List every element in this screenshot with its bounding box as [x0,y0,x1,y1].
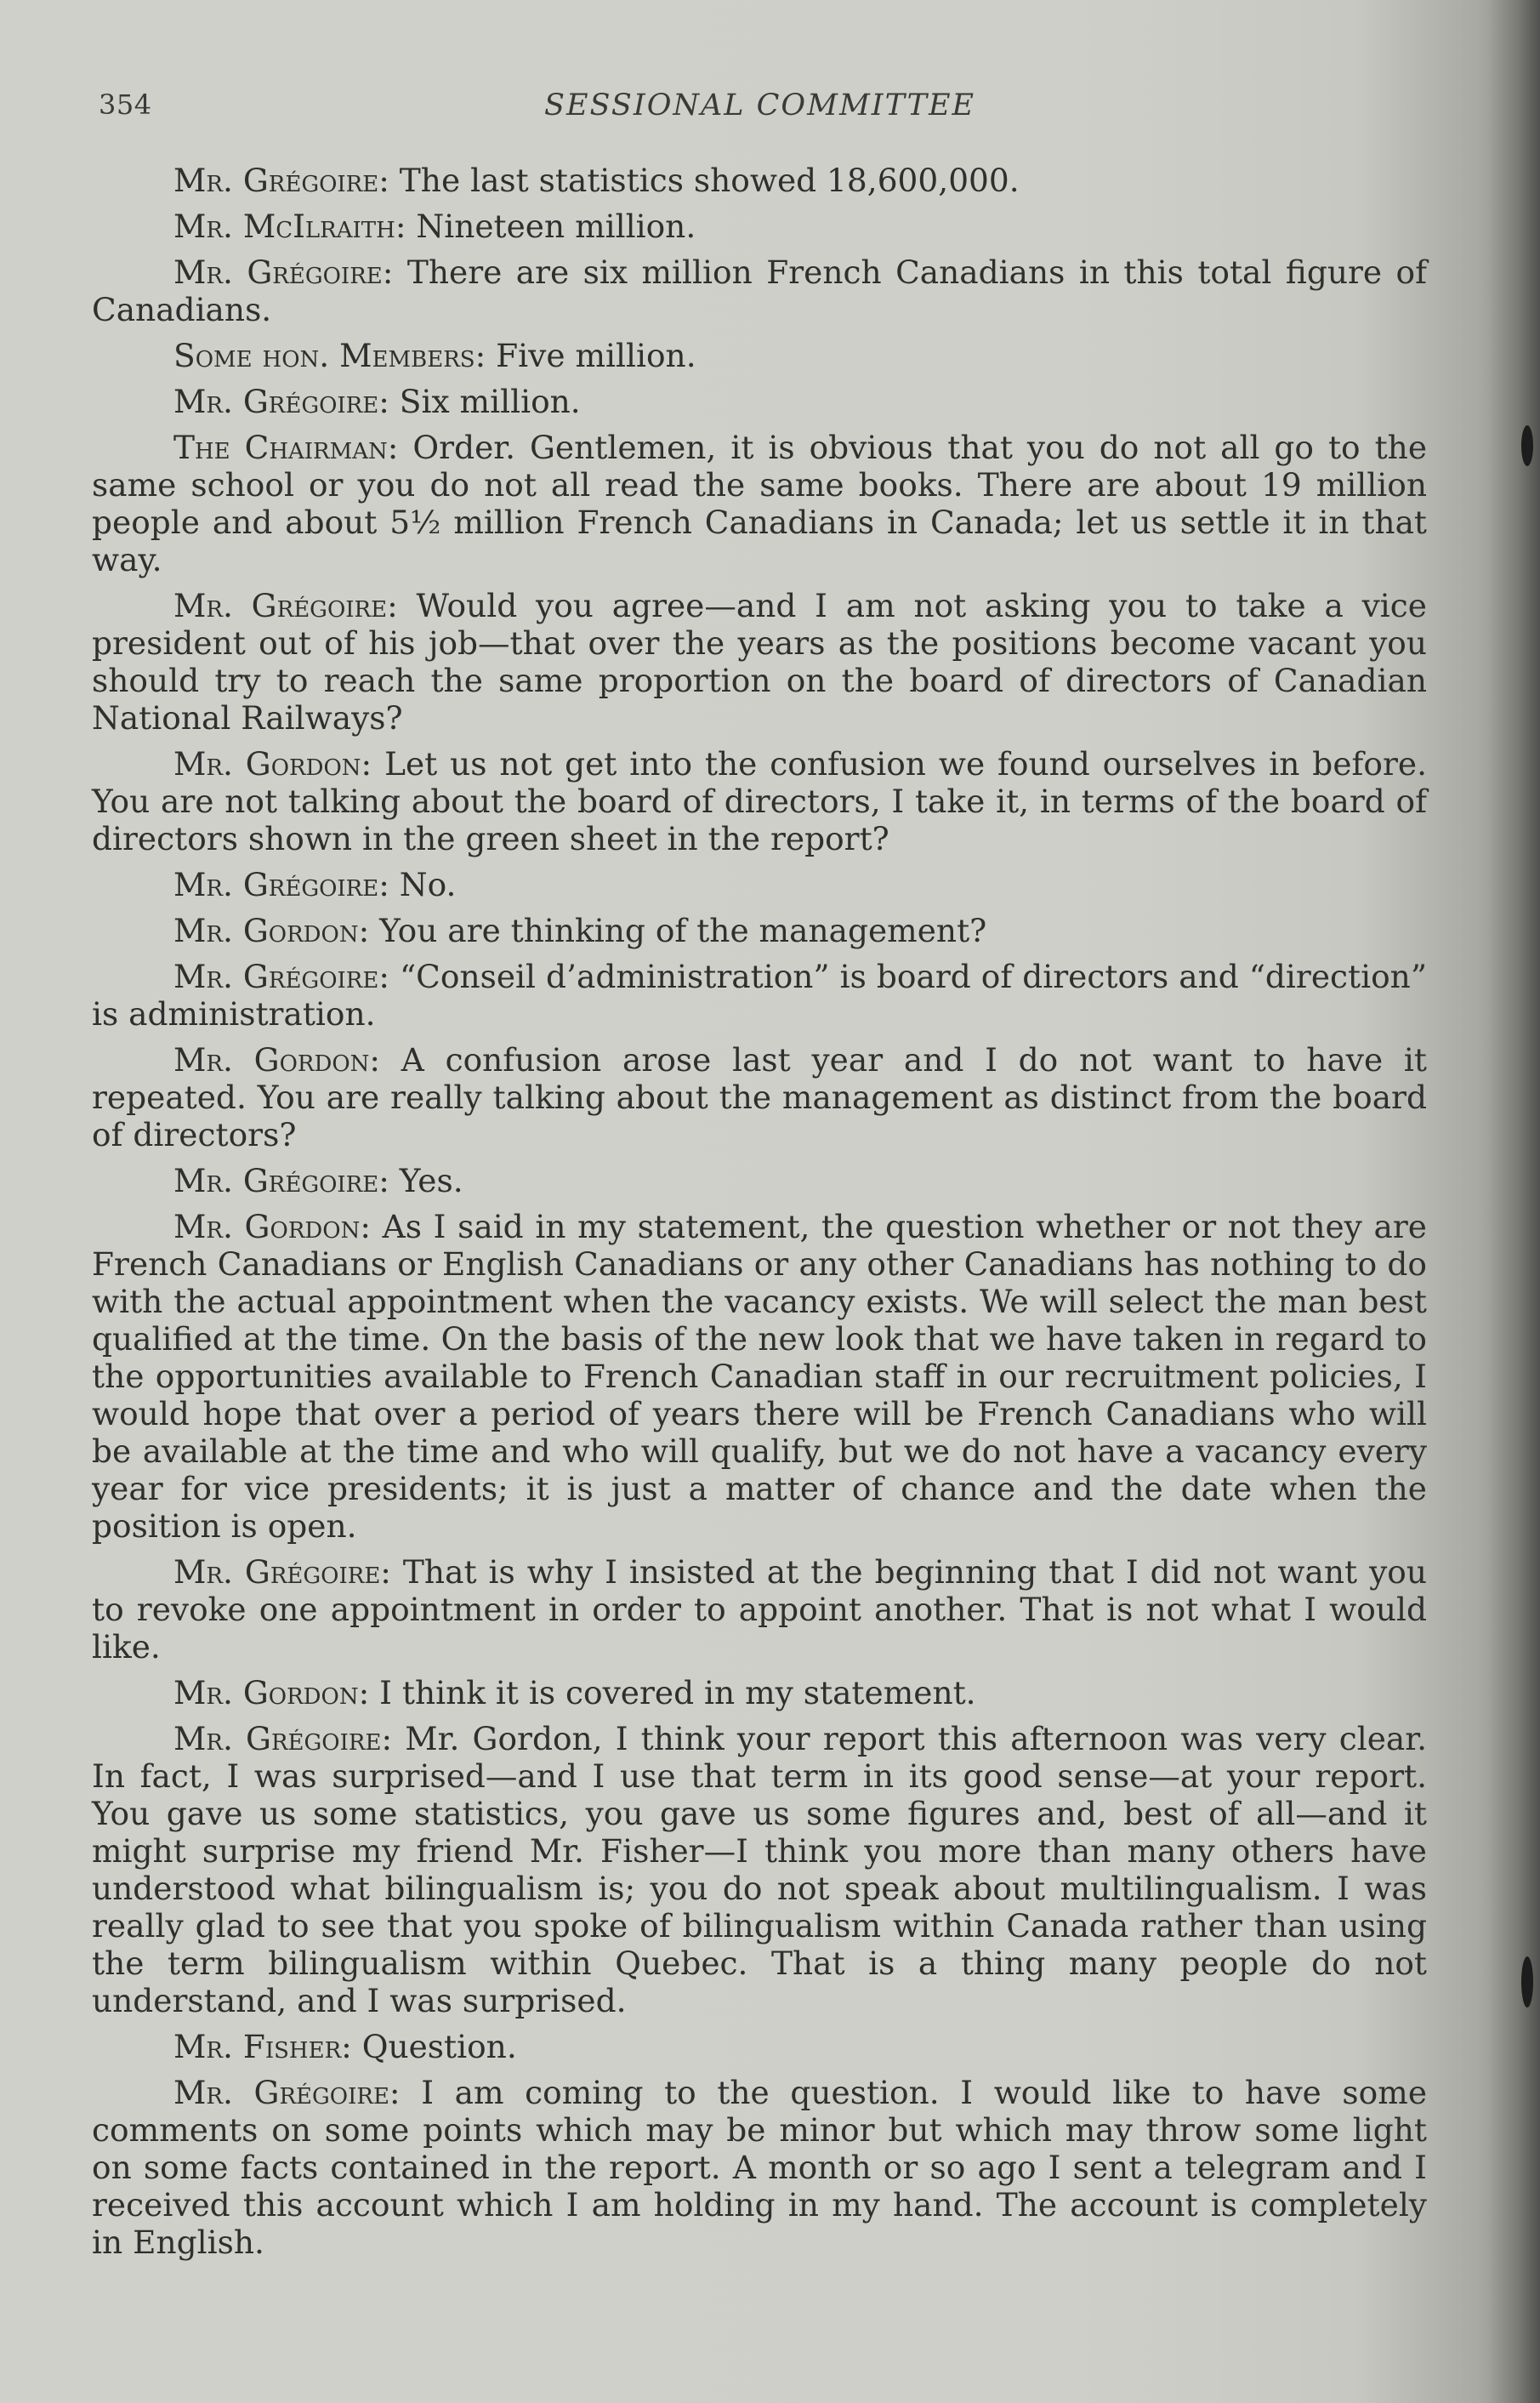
speech-text: No. [399,866,457,903]
speech-text: That is why I insisted at the beginning that I did not want you to revoke one appointment in order to appoint another. That is not what I would like. [92,1553,1427,1666]
binding-mark-bottom [1521,1956,1533,2007]
speech-text: There are six million French Canadians in this total figure of Canadians. [92,253,1428,328]
speaker-name: Mr. Gordon: [173,912,370,949]
speaker-name: Mr. Grégoire: [173,587,398,624]
speaker-name: Mr. Grégoire: [173,958,389,995]
transcript-paragraph [92,1553,1427,1666]
speech-text: A confusion arose last year and I do not want to have it repeated. You are really talking about the management as distinct from the board of directors? [92,1041,1427,1153]
speech-text: I am coming to the question. I would like to have some comments on some points which may be minor but which may throw some light on some facts contained in the report. A month or so ago I sent a telegram and I received this account which I am holding in my hand. The account is completely in English. [92,2074,1428,2261]
transcript-paragraph [92,958,1427,1033]
page-number: 354 [99,88,152,121]
speaker-name: Mr. Grégoire: [173,162,389,199]
speaker-name: Mr. Grégoire: [173,1720,393,1757]
speaker-name: Mr. Gordon: [173,745,372,783]
transcript-paragraph [92,745,1427,857]
speech-text: Mr. Gordon, I think your report this afternoon was very clear. In fact, I was surprised—and I use that term in its good sense—at your report. You gave us some statistics, you gave us some figures and, best of all—and it might surprise my friend Mr. Fisher—I think you more than many others have understood what bilingualism is; you do not speak about multilingualism. I was really glad to see that you spoke of bilingualism within Canada rather than using the term bilingualism within Quebec. That is a thing many people do not understand, and I was surprised. [92,1720,1428,2019]
transcript-paragraph [92,429,1427,578]
binding-mark-top [1521,425,1533,466]
transcript-paragraph [92,587,1427,737]
transcript-paragraph [92,1162,1427,1199]
transcript-paragraph [92,1041,1427,1153]
speech-text: Five million. [496,337,696,374]
transcript-paragraph [92,1674,1427,1711]
speech-text: Nineteen million. [416,208,696,245]
speaker-name: The Chairman: [173,429,399,466]
speech-text: Would you agree—and I am not asking you to take a vice president out of his job—that over the years as the positions become vacant you should try to reach the same proportion on the board of directors of Canadian National Railways? [92,587,1428,737]
speaker-name: Mr. Fisher: [173,2028,352,2065]
transcript-paragraph [92,162,1427,199]
speaker-name: Mr. McIlraith: [173,208,406,245]
speaker-name: Mr. Gordon: [173,1674,370,1711]
transcript-body [92,162,1427,2269]
speaker-name: Some hon. Members: [173,337,486,374]
speaker-name: Mr. Gordon: [173,1041,381,1079]
speaker-name: Mr. Grégoire: [173,1162,389,1199]
speaker-name: Mr. Grégoire: [173,383,389,420]
speech-text: The last statistics showed 18,600,000. [399,162,1020,199]
page-edge-shadow [1489,0,1540,2403]
transcript-paragraph [92,866,1427,903]
speech-text: Let us not get into the confusion we found ourselves in before. You are not talking about the board of directors, I take it, in terms of the board of directors shown in the green sheet in the report? [92,745,1428,857]
speech-text: Question. [361,2028,517,2065]
speech-text: You are thinking of the management? [379,912,987,949]
speech-text: I think it is covered in my statement. [379,1674,976,1711]
speaker-name: Mr. Gordon: [173,1208,371,1245]
transcript-paragraph [92,2028,1427,2065]
speaker-name: Mr. Grégoire: [173,1553,391,1591]
transcript-paragraph [92,337,1427,374]
speech-text: “Conseil d’administration” is board of directors and “direction” is administration. [92,958,1428,1033]
transcript-paragraph [92,1208,1427,1545]
transcript-paragraph [92,1720,1427,2019]
transcript-paragraph [92,208,1427,245]
transcript-paragraph [92,2074,1427,2261]
page-header [94,85,1420,136]
transcript-paragraph [92,253,1427,328]
running-title: SESSIONAL COMMITTEE [544,88,976,122]
speech-text: Six million. [399,383,581,420]
speech-text: Yes. [399,1162,463,1199]
speaker-name: Mr. Grégoire: [173,866,389,903]
transcript-paragraph [92,912,1427,949]
speech-text: As I said in my statement, the question whether or not they are French Canadians or English Canadians or any other Canadians has nothing to do with the actual appointment when the vacancy exists. We will select the man best qualified at the time. On the basis of the new look that we have taken in regard to the opportunities available to French Canadian staff in our recruitment policies, I would hope that over a period of years there will be French Canadians who will be available at the time and who will qualify, but we do not have a vacancy every year for vice presidents; it is just a matter of chance and the date when the position is open. [92,1208,1427,1545]
transcript-paragraph [92,383,1427,420]
speech-text: Order. Gentlemen, it is obvious that you do not all go to the same school or you do not all read the same books. There are about 19 million people and about 5½ million French Canadians in Canada; let us settle it in that way. [92,429,1428,578]
speaker-name: Mr. Grégoire: [173,2074,401,2111]
speaker-name: Mr. Grégoire: [173,253,394,291]
